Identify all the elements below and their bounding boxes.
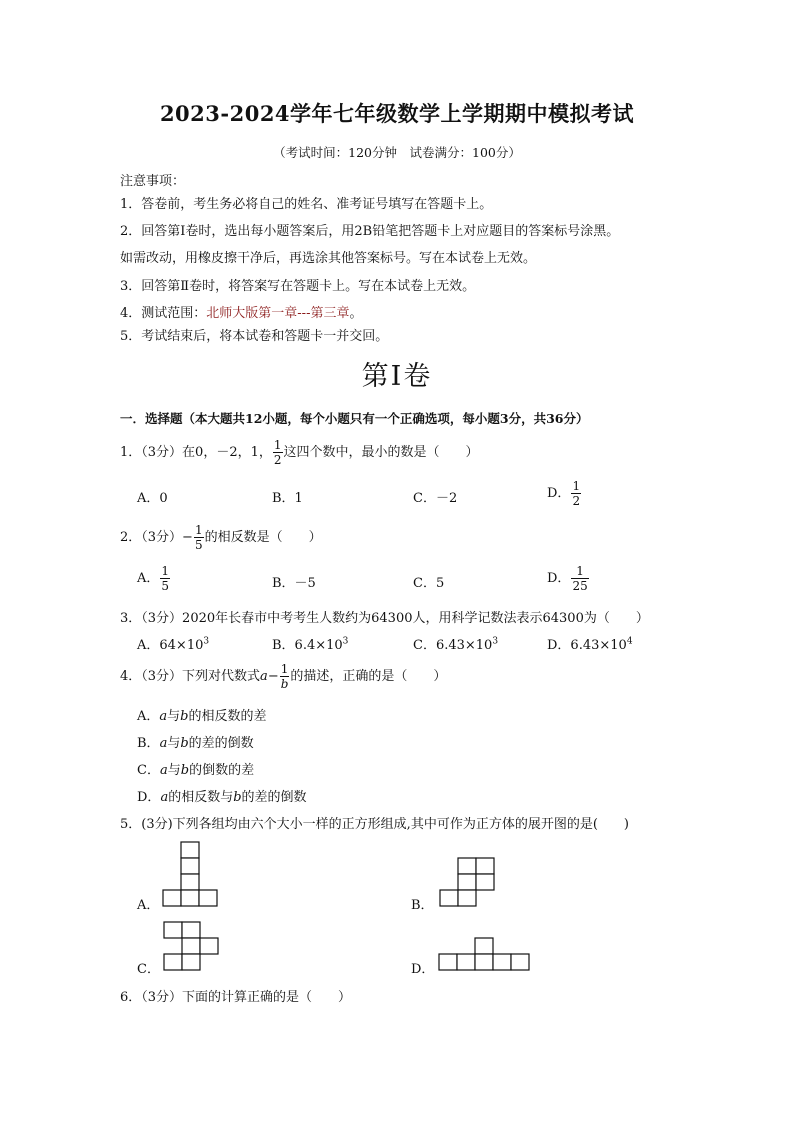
- q3-d-exp: 4: [626, 636, 633, 647]
- q2-a-num: 1: [161, 564, 170, 578]
- q4-option-a: [137, 705, 267, 724]
- q1-stem-a: 1．（3分）在0，－2，1，: [120, 445, 272, 460]
- note-4-suffix: 。: [349, 306, 363, 321]
- q5-option-d: D．: [411, 962, 435, 977]
- q4-a-var1: a: [159, 709, 168, 724]
- exam-subtitle: （考试时间：120分钟 试卷满分：100分）: [273, 145, 521, 160]
- q1-option-a: A．0: [137, 491, 168, 506]
- q4-b-var1: a: [159, 736, 168, 751]
- note-2b: 如需改动，用橡皮擦干净后，再选涂其他答案标号。写在本试卷上无效。: [120, 251, 537, 266]
- q3-stem: 3．（3分）2020年长春市中考考生人数约为64300人，用科学记数法表示64300为（ ）: [120, 611, 649, 626]
- q2-a-den: 5: [161, 579, 170, 593]
- q4-frac-num: 1: [280, 662, 289, 676]
- q4-d-var2: b: [233, 790, 242, 805]
- q1-option-d: [547, 477, 582, 511]
- q4-frac-den: b: [280, 677, 289, 691]
- q3-option-c: [413, 634, 498, 653]
- q3-d-base: D．6.43×10: [547, 638, 627, 653]
- q4-option-b: [137, 732, 254, 751]
- q1-frac-num: 1: [273, 438, 282, 452]
- q3-option-b: [272, 634, 348, 653]
- q2-stem: [120, 521, 322, 555]
- q2-frac-num: 1: [194, 523, 203, 537]
- section-title: 第Ⅰ卷: [361, 361, 433, 392]
- note-5: 5．考试结束后，将本试卷和答题卡一并交回。: [120, 329, 389, 344]
- q4-c-tail: 的倒数的差: [189, 763, 255, 778]
- note-3: 3．回答第Ⅱ卷时，将答案写在答题卡上。写在本试卷上无效。: [120, 279, 476, 294]
- exam-title: 2023-2024学年七年级数学上学期期中模拟考试: [159, 101, 635, 126]
- q2-minus: −: [182, 530, 193, 545]
- q1-stem: [120, 436, 479, 470]
- q4-c-var1: a: [159, 763, 168, 778]
- q1-d-label: D．: [547, 486, 571, 501]
- q4-option-c: [137, 759, 254, 778]
- q4-var-a: a: [260, 669, 268, 684]
- q5-net-a: [163, 841, 219, 907]
- q2-stem-b: 的相反数是（ ）: [204, 530, 322, 545]
- q4-c-label: C．: [137, 763, 160, 778]
- q6-stem: 6．（3分）下面的计算正确的是（ ）: [120, 990, 352, 1005]
- q2-option-c: C．5: [413, 576, 445, 591]
- q4-a-mid: 与: [167, 709, 181, 724]
- part1-heading: 一．选择题（本大题共12小题，每个小题只有一个正确选项，每小题3分，共36分）: [120, 411, 589, 426]
- q4-c-mid: 与: [167, 763, 181, 778]
- q2-d-fraction: [571, 565, 588, 592]
- q5-stem: 5．(3分)下列各组均由六个大小一样的正方形组成,其中可作为正方体的展开图的是( ): [120, 817, 629, 832]
- q3-option-a: [137, 634, 209, 653]
- note-2a: 2．回答第Ⅰ卷时，选出每小题答案后，用2B铅笔把答题卡上对应题目的答案标号涂黑。: [120, 224, 620, 239]
- q2-a-fraction: [160, 565, 170, 592]
- q4-a-tail: 的相反数的差: [188, 709, 267, 724]
- note-4-prefix: 4．测试范围：: [120, 306, 207, 321]
- q3-c-base: C．6.43×10: [413, 638, 493, 653]
- q4-stem-a: 4．（3分）下列对代数式: [120, 669, 261, 684]
- notes-heading: 注意事项：: [120, 174, 186, 189]
- q5-option-b: B．: [411, 898, 434, 913]
- q3-b-exp: 3: [342, 636, 349, 647]
- q4-d-label: D．: [137, 790, 161, 805]
- q4-b-tail: 的差的倒数: [188, 736, 254, 751]
- q2-a-label: A．: [137, 571, 160, 586]
- q4-stem: [120, 660, 446, 694]
- q2-option-d: [547, 562, 590, 596]
- q5-option-c: C．: [137, 962, 160, 977]
- q4-b-var2: b: [180, 736, 189, 751]
- note-4-scope: 北师大版第一章---第三章: [206, 306, 350, 321]
- q4-c-var2: b: [180, 763, 190, 778]
- q4-b-mid: 与: [167, 736, 181, 751]
- q1-option-b: B．1: [272, 491, 303, 506]
- q2-d-label: D．: [547, 571, 571, 586]
- q2-option-a: [137, 562, 171, 596]
- note-1: 1．答卷前，考生务必将自己的姓名、准考证号填写在答题卡上。: [120, 197, 493, 212]
- q3-a-exp: 3: [203, 636, 210, 647]
- q4-d-mid: 的相反数与: [168, 790, 234, 805]
- q4-minus: −: [267, 669, 279, 684]
- q1-d-den: 2: [572, 494, 581, 508]
- q5-net-b: [440, 857, 496, 907]
- q2-fraction: [194, 524, 204, 551]
- q4-a-var2: b: [180, 709, 189, 724]
- q1-stem-b: 这四个数中，最小的数是（ ）: [283, 445, 479, 460]
- q4-fraction: [280, 663, 290, 690]
- q4-a-label: A．: [137, 709, 160, 724]
- note-4: [120, 302, 362, 321]
- q1-d-num: 1: [572, 479, 581, 493]
- q3-c-exp: 3: [492, 636, 499, 647]
- q2-option-b: B．－5: [272, 576, 316, 591]
- q5-net-d: [439, 937, 531, 971]
- q2-stem-a: 2．（3分）: [120, 530, 183, 545]
- q1-frac-den: 2: [273, 453, 282, 467]
- q1-option-c: C．－2: [413, 491, 458, 506]
- q4-d-var1: a: [160, 790, 169, 805]
- q4-d-tail: 的差的倒数: [241, 790, 307, 805]
- q2-d-num: 1: [571, 565, 588, 579]
- q1-fraction: [273, 439, 283, 466]
- q1-d-fraction: [571, 480, 581, 507]
- q3-a-base: A．64×10: [137, 638, 204, 653]
- q2-d-den: 25: [572, 579, 588, 593]
- q4-stem-b: 的描述，正确的是（ ）: [290, 669, 447, 684]
- q5-option-a: A．: [137, 898, 160, 913]
- q3-option-d: [547, 634, 633, 653]
- q4-option-d: [137, 786, 307, 805]
- q2-frac-den: 5: [194, 538, 203, 552]
- q5-net-c: [164, 921, 220, 971]
- q4-b-label: B．: [137, 736, 160, 751]
- q3-b-base: B．6.4×10: [272, 638, 343, 653]
